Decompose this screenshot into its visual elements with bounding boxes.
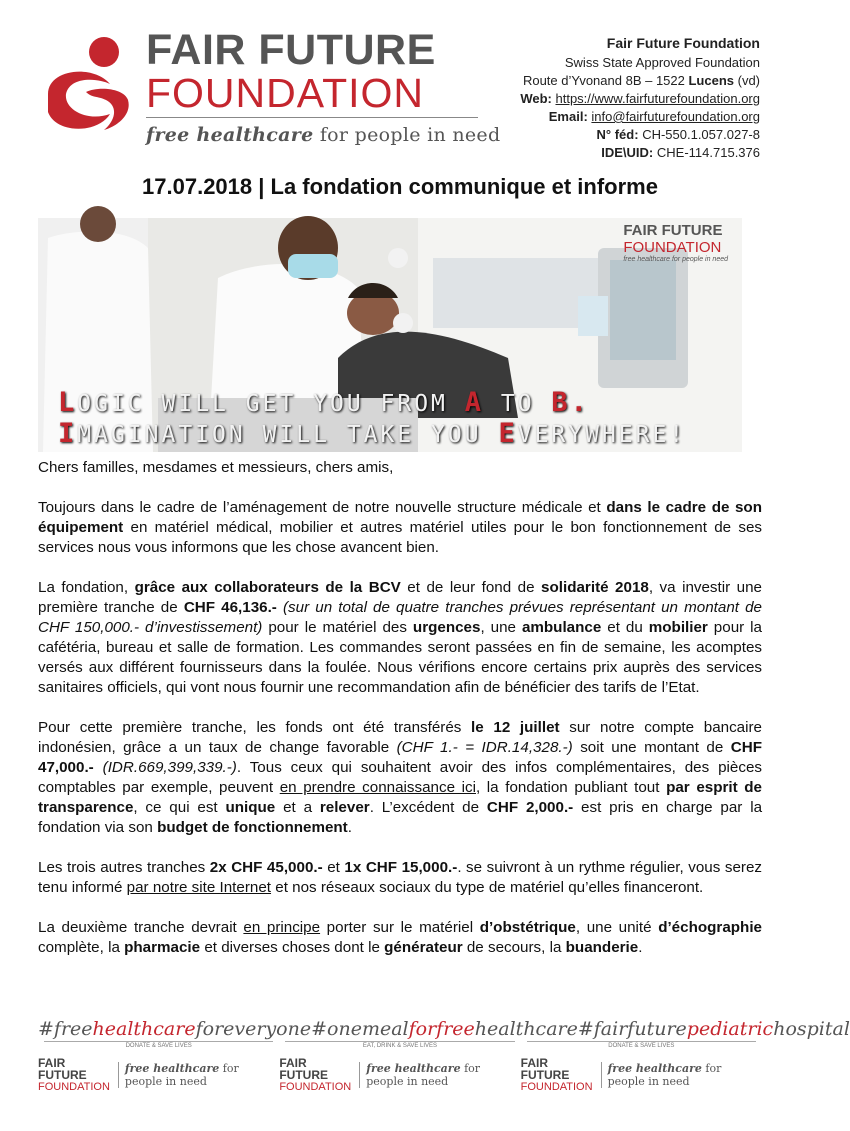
hashtag-1: #freehealthcareforeveryone	[38, 1018, 312, 1040]
greeting: Chers familles, mesdames et messieurs, chers amis,	[38, 459, 394, 476]
footer-banner	[38, 1018, 850, 1118]
contact-web: Web: https://www.fairfuturefoundation.org	[520, 91, 760, 106]
hashtag-2: #onemealforfreehealthcare	[311, 1018, 578, 1040]
brand-line2: FOUNDATION	[146, 70, 425, 116]
photo-caption: LOGIC WILL GET YOU FROM A TO B. IMAGINATION WILL TAKE YOU EVERYWHERE!	[58, 387, 687, 449]
hashtag-subtitles: DONATE & SAVE LIVES EAT, DRINK & SAVE LIVES DONATE & SAVE LIVES	[38, 1041, 762, 1049]
brand-wordmark	[146, 28, 500, 146]
paragraph-4: Les trois autres tranches 2x CHF 45,000.- et 1x CHF 15,000.-. se suivront à un rythme régulier, vous serez tenu informé par notre site Internet et nos réseaux sociaux du type de matériel qu’elles financeront.	[38, 859, 762, 896]
dental-clinic-photo	[38, 218, 742, 452]
footer-logo-2: FAIR FUTURE FOUNDATION free healthcare for people in need	[279, 1057, 520, 1093]
contact-uid: IDE\UID: CHE-114.715.376	[601, 145, 760, 160]
contact-org: Fair Future Foundation	[606, 35, 760, 51]
footer-logo-1: FAIR FUTURE FOUNDATION free healthcare for people in need	[38, 1057, 279, 1093]
page-title: 17.07.2018 | La fondation communique et informe	[142, 174, 658, 199]
paragraph-2: La fondation, grâce aux collaborateurs de la BCV et de leur fond de solidarité 2018, va investir une première tranche de CHF 46,136.- (sur un total de quatre tranches prévues représentant un montant de CHF 150,000.- d’investissement) pour le matériel des urgences, une ambulance et du mobilier pour la cafétéria, bureau et salle de formation. Les commandes seront passées en fin de semaine, les acomptes versés aux différent fournisseurs dans la foulée. Nous vérifions encore certains prix auprès des services sanitaires officiels, qui vont nous fournir une recommandation afin de bénéficier des tarifs de l’Etat.	[38, 579, 762, 696]
paragraph-1: Toujours dans le cadre de l’aménagement de notre nouvelle structure médicale et dans le cadre de son équipement en matériel médical, mobilier et autres matériel utiles pour le bon fonctionnement de ses services nous vous informons que les chose avancent bien.	[38, 499, 762, 556]
footer-logos	[38, 1057, 762, 1093]
principle-link[interactable]: en principe	[243, 919, 321, 936]
letter-body	[38, 458, 762, 978]
contact-email: Email: info@fairfuturefoundation.org	[548, 109, 760, 124]
footer-logo-3: FAIR FUTURE FOUNDATION free healthcare for people in need	[521, 1057, 762, 1093]
contact-block	[520, 34, 760, 162]
foundation-logo-icon	[38, 34, 138, 140]
photo-watermark-logo: FAIR FUTURE FOUNDATION free healthcare for people in need	[623, 222, 728, 263]
contact-fed: N° féd: CH-550.1.057.027-8	[596, 127, 760, 142]
brand-line1: FAIR FUTURE	[146, 26, 436, 74]
website-link-inline[interactable]: par notre site Internet	[126, 879, 272, 896]
contact-address: Route d’Yvonand 8B – 1522 Lucens (vd)	[522, 73, 760, 88]
email-link[interactable]: info@fairfuturefoundation.org	[591, 109, 760, 124]
documents-link[interactable]: en prendre connaissance ici	[279, 779, 476, 796]
hashtags	[38, 1018, 850, 1040]
website-link[interactable]: https://www.fairfuturefoundation.org	[555, 91, 760, 106]
contact-line1: Swiss State Approved Foundation	[564, 55, 760, 70]
paragraph-3: Pour cette première tranche, les fonds ont été transférés le 12 juillet sur notre compte bancaire indonésien, grâce a un taux de change favorable (CHF 1.- = IDR.14,328.-) soit une montant de CHF 47,000.- (IDR.669,399,339.-). Tous ceux qui souhaitent avoir des infos complémentaires, des pièces comptables par exemple, peuvent en prendre connaissance ici, la fondation publiant tout par esprit de transparence, ce qui est unique et a relever. L’excédent de CHF 2,000.- est pris en charge par la fondation via son budget de fonctionnement.	[38, 719, 763, 836]
paragraph-5: La deuxième tranche devrait en principe porter sur le matériel d’obstétrique, une unité d’échographie complète, la pharmacie et diverses choses dont le générateur de secours, la buanderie.	[38, 919, 762, 956]
brand-tagline: free healthcare for people in need	[146, 124, 501, 146]
letterhead	[38, 22, 760, 160]
hashtag-3: #fairfuturepediatrichospital	[577, 1018, 850, 1040]
